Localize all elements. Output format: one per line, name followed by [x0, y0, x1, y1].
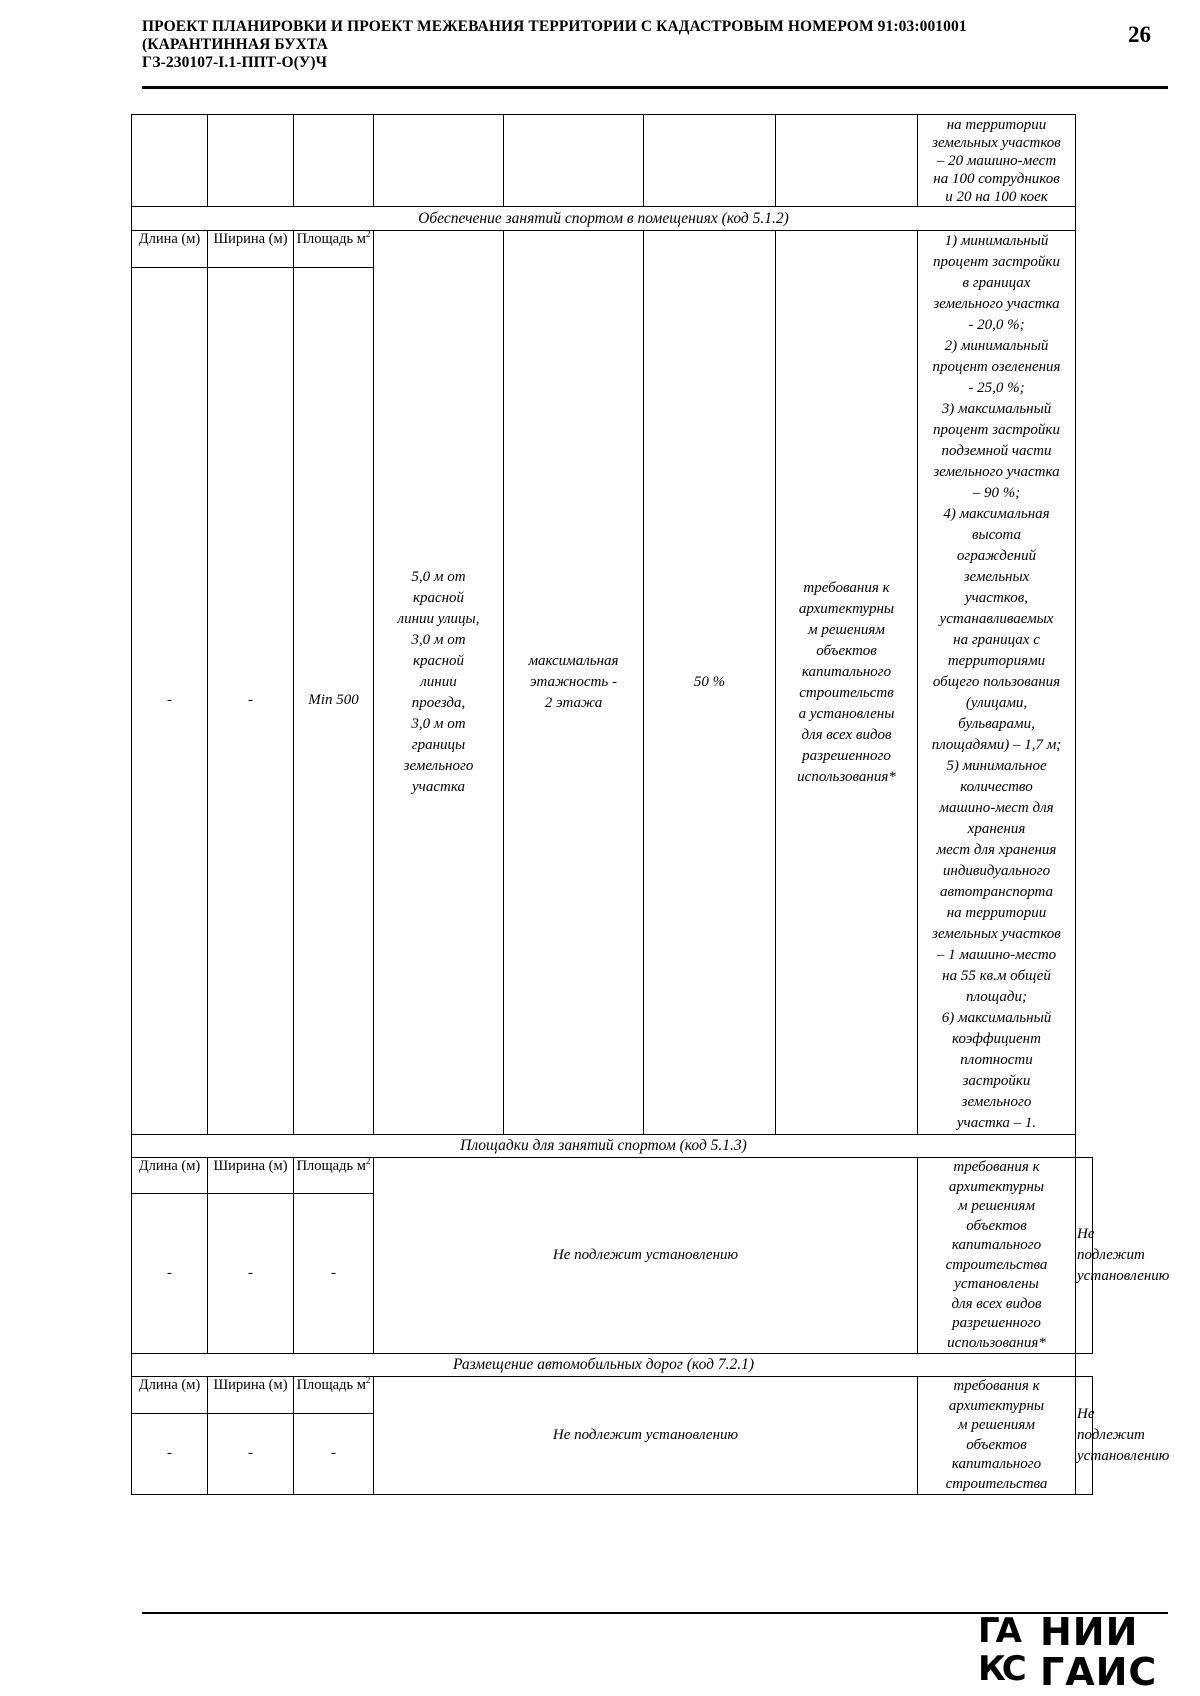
area-value: Min 500 [294, 267, 374, 1134]
floors-cell: максимальная этажность - 2 этажа [504, 231, 644, 1135]
other-params-cell: Не подлежит установлению [1076, 1158, 1093, 1354]
other-params-cell: 1) минимальный процент застройки в границах земельного участка - 20,0 %; 2) минимальный процент озеленения - 25,0 %; 3) максимальный процент застройки подземной части земельного участка – 90 %; 4) максимальная высота ограждений земельных участков, устанавливаемых на границах с территориями общего пользования (улицами, бульварами, площадями) – 1,7 м; 5) минимальное количество машино-мест для хранения мест для хранения индивидуального автотранспорта на территории земельных участков – 1 машино-место на 55 кв.м общей площади; 6) максимальный коэффициент плотности застройки земельного участка – 1. [918, 231, 1076, 1135]
header-title: ПРОЕКТ ПЛАНИРОВКИ И ПРОЕКТ МЕЖЕВАНИЯ ТЕРРИТОРИИ С КАДАСТРОВЫМ НОМЕРОМ 91:03:001001 [142, 18, 967, 35]
col-head-area: Площадь $м^2$ [294, 1377, 374, 1414]
col-head-length: Длина (м) [132, 1158, 208, 1194]
company-logo [978, 1612, 1168, 1692]
table-cell [644, 115, 776, 207]
arch-requirements-cell: требования к архитектурны м решениям объектов капитального строительства [918, 1377, 1076, 1495]
coverage-cell: 50 % [644, 231, 776, 1135]
col-head-length: Длина (м) [132, 1377, 208, 1414]
area-value: - [294, 1194, 374, 1354]
col-head-length: Длина (м) [132, 231, 208, 268]
column-head-row [132, 1377, 1093, 1414]
col-head-area: Площадь $м^2$ [294, 1158, 374, 1194]
header-code: ГЗ-230107-I.1-ППТ-О(У)Ч [142, 54, 328, 71]
section-title: Обеспечение занятий спортом в помещениях (код 5.1.2) [132, 207, 1076, 231]
arch-requirements-cell: требования к архитектурны м решениям объектов капитального строительства установлены для всех видов разрешенного использования* [918, 1158, 1076, 1354]
section-title-row [132, 1354, 1093, 1377]
other-params-cell: Не подлежит установлению [1076, 1377, 1093, 1495]
table-cell [776, 115, 918, 207]
header-rule [142, 86, 1168, 89]
column-head-row [132, 231, 1093, 268]
document-header [142, 18, 1102, 72]
col-head-width: Ширина (м) [208, 231, 294, 268]
table-cell-parking: на территории земельных участков – 20 машино-мест на 100 сотрудников и 20 на 100 коек [918, 115, 1076, 207]
logo-name: НИИ ГАИС [1040, 1610, 1158, 1694]
col-head-width: Ширина (м) [208, 1158, 294, 1194]
merged-not-applicable: Не подлежит установлению [374, 1158, 918, 1354]
area-value: - [294, 1413, 374, 1494]
length-value: - [132, 1194, 208, 1354]
table-cell [294, 115, 374, 207]
logo-mark: ГА КС [978, 1611, 1023, 1689]
length-value: - [132, 267, 208, 1134]
merged-not-applicable: Не подлежит установлению [374, 1377, 918, 1495]
table-cell [132, 115, 208, 207]
width-value: - [208, 1413, 294, 1494]
section-title-row [132, 207, 1093, 231]
table-cell [208, 115, 294, 207]
width-value: - [208, 267, 294, 1134]
regulations-table [131, 114, 1170, 1495]
table-cell [504, 115, 644, 207]
arch-requirements-cell: требования к архитектурны м решениям объектов капитального строительств а установлены для всех видов разрешенного использования* [776, 231, 918, 1135]
col-head-area: Площадь $м^2$ [294, 231, 374, 268]
section-title: Размещение автомобильных дорог (код 7.2.1) [132, 1354, 1076, 1377]
header-subtitle: (КАРАНТИННАЯ БУХТА [142, 36, 328, 53]
width-value: - [208, 1194, 294, 1354]
section-title-row [132, 1135, 1093, 1158]
col-head-width: Ширина (м) [208, 1377, 294, 1414]
setback-cell: 5,0 м от красной линии улицы, 3,0 м от красной линии проезда, 3,0 м от границы земельного участка [374, 231, 504, 1135]
length-value: - [132, 1413, 208, 1494]
section-title: Площадки для занятий спортом (код 5.1.3) [132, 1135, 1076, 1158]
column-head-row [132, 1158, 1093, 1194]
page-number: 26 [1128, 22, 1151, 47]
table-row-continuation [132, 115, 1093, 207]
table-cell [374, 115, 504, 207]
